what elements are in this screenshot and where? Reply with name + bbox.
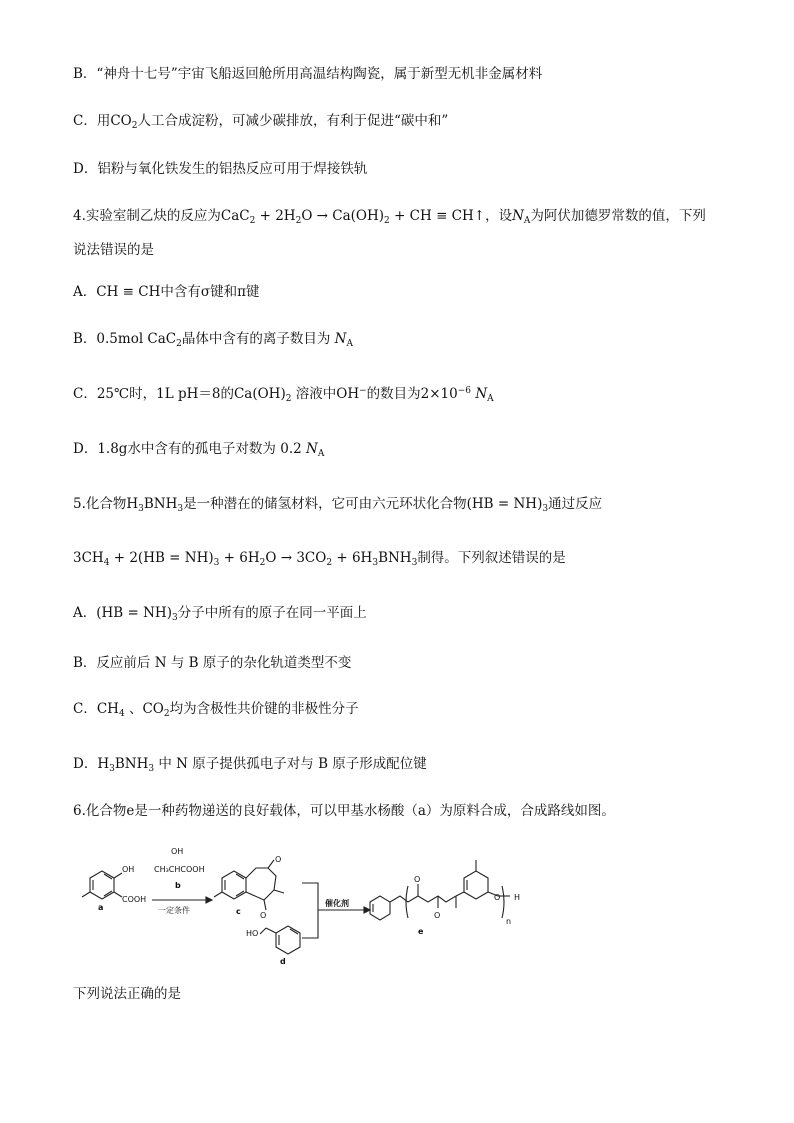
svg-text:O: O: [434, 911, 441, 920]
compound-a-ring: [90, 871, 114, 899]
q5-option-a: A．$(HB = NH)_3$分子中所有的原子在同一平面上: [73, 605, 367, 623]
q4-stem: 4.实验室制乙炔的反应为$CaC_2 + 2H_2O \to Ca(OH)_2$ + CH ≡ CH↑，设$N_A$为阿伏加德罗常数的值，下列: [73, 208, 706, 226]
compound-c-label: c: [236, 907, 241, 916]
q5-option-b: B．反应前后 N 与 B 原子的杂化轨道类型不变: [73, 655, 352, 671]
compound-a-oh: OH: [122, 865, 135, 874]
svg-text:O: O: [494, 893, 501, 902]
catalyst-label: 催化剂: [325, 899, 349, 908]
svg-text:O: O: [414, 875, 421, 884]
q5-option-c: C．$CH_4$ 、$CO_2$均为含极性共价键的非极性分子: [73, 701, 359, 719]
q3-option-b: B．“神舟十七号”宇宙飞船返回舱所用高温结构陶瓷，属于新型无机非金属材料: [73, 66, 543, 82]
compound-e-aryl: [464, 871, 488, 899]
q3-option-d: D．铝粉与氧化铁发生的铝热反应可用于焊接铁轨: [73, 161, 368, 177]
reaction-condition: 一定条件: [158, 906, 190, 915]
compound-e-label: e: [418, 927, 424, 936]
compound-a-cooh: COOH: [122, 895, 147, 904]
q4-stem-line2: 说法错误的是: [73, 242, 154, 258]
synthesis-scheme: [70, 838, 540, 968]
compound-d-ho: HO: [246, 929, 259, 938]
q5-equation: $3CH_4 + 2(HB = NH)_3 + 6H_2O \to 3CO_2 + 6H_3BNH_3$制得。下列叙述错误的是: [73, 550, 566, 568]
compound-c-o1: O: [275, 855, 282, 864]
q3-option-c: C．用$CO_2$人工合成淀粉，可减少碳排放，有利于促进“碳中和”: [73, 113, 449, 131]
reagent-b-label: b: [175, 881, 181, 890]
q5-stem: 5.化合物$H_3BNH_3$是一种潜在的储氢材料，它可由六元环状化合物$(HB = NH)_3$通过反应: [73, 496, 603, 514]
q5-option-d: D．$H_3BNH_3$ 中 N 原子提供孤电子对与 B 原子形成配位键: [73, 756, 427, 774]
compound-a-label: a: [98, 903, 104, 912]
compound-c-lactone: [246, 868, 276, 900]
q4-option-c: C．25℃时，1L pH＝8的$Ca(OH)_2$ 溶液中OH−的数目为$2\times 10^{-6}$ $N_A$: [73, 386, 494, 404]
q6-footer: 下列说法正确的是: [73, 986, 181, 1002]
reagent-b: CH₃CHCOOH: [154, 865, 205, 874]
q4-option-b: B．0.5mol CaC$_2$晶体中含有的离子数目为 $N_A$: [73, 331, 353, 349]
compound-c-ring: [222, 871, 246, 899]
compound-d-ring: [276, 926, 300, 954]
compound-d-label: d: [280, 957, 286, 966]
reagent-b-oh: OH: [171, 847, 184, 856]
compound-c-o2: O: [260, 911, 267, 920]
q4-option-a: A．CH ≡ CH中含有σ键和π键: [73, 284, 260, 300]
q4-option-d: D．1.8g水中含有的孤电子对数为 0.2 $N_A$: [73, 441, 325, 459]
compound-e-n: n: [506, 917, 512, 926]
q6-stem: 6.化合物e是一种药物递送的良好载体，可以甲基水杨酸（a）为原料合成，合成路线如图。: [73, 803, 615, 819]
compound-e-h: H: [514, 893, 521, 902]
